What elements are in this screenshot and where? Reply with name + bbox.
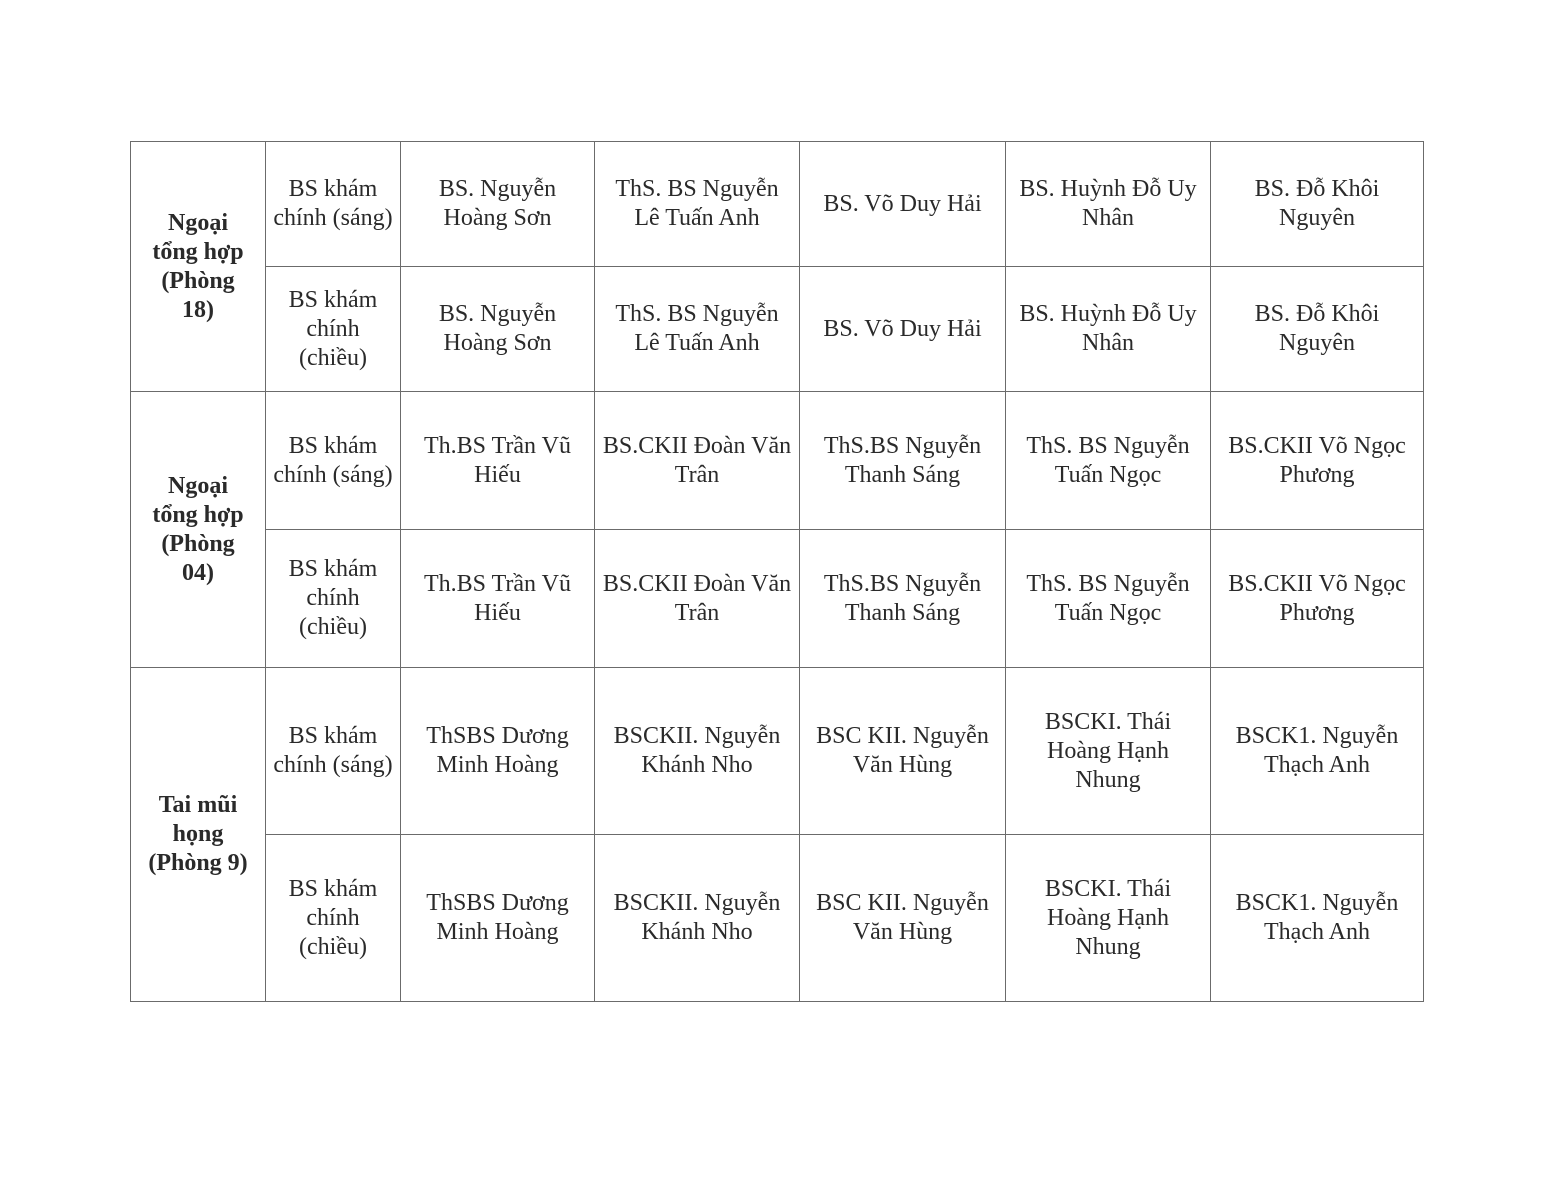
doctor-cell: ThS.BS Nguyễn Thanh Sáng (800, 530, 1006, 668)
table-row (131, 392, 1424, 530)
department-cell: Tai mũi họng (Phòng 9) (131, 668, 266, 1002)
doctor-cell: BS. Đỗ Khôi Nguyên (1211, 267, 1424, 392)
doctor-cell: ThS.BS Nguyễn Thanh Sáng (800, 392, 1006, 530)
doctor-cell: BSCKII. Nguyễn Khánh Nho (595, 835, 800, 1002)
doctor-schedule-table (130, 141, 1424, 1002)
doctor-cell: BS.CKII Võ Ngọc Phương (1211, 530, 1424, 668)
role-cell: BS khám chính (chiều) (266, 530, 401, 668)
role-cell: BS khám chính (chiều) (266, 267, 401, 392)
doctor-cell: ThSBS Dương Minh Hoàng (401, 668, 595, 835)
department-cell: Ngoại tổng hợp (Phòng 04) (131, 392, 266, 668)
doctor-cell: BS.CKII Đoàn Văn Trân (595, 530, 800, 668)
doctor-cell: BS. Võ Duy Hải (800, 142, 1006, 267)
doctor-cell: BSCK1. Nguyễn Thạch Anh (1211, 668, 1424, 835)
doctor-cell: ThS. BS Nguyễn Tuấn Ngọc (1006, 392, 1211, 530)
role-cell: BS khám chính (sáng) (266, 142, 401, 267)
doctor-cell: BS. Võ Duy Hải (800, 267, 1006, 392)
role-cell: BS khám chính (sáng) (266, 392, 401, 530)
doctor-cell: BSCK1. Nguyễn Thạch Anh (1211, 835, 1424, 1002)
doctor-cell: ThSBS Dương Minh Hoàng (401, 835, 595, 1002)
doctor-cell: Th.BS Trần Vũ Hiếu (401, 392, 595, 530)
table-row (131, 267, 1424, 392)
doctor-cell: BSC KII. Nguyễn Văn Hùng (800, 668, 1006, 835)
table-row (131, 530, 1424, 668)
doctor-cell: BSCKI. Thái Hoàng Hạnh Nhung (1006, 835, 1211, 1002)
doctor-cell: Th.BS Trần Vũ Hiếu (401, 530, 595, 668)
doctor-cell: BSC KII. Nguyễn Văn Hùng (800, 835, 1006, 1002)
table-row (131, 668, 1424, 835)
doctor-cell: ThS. BS Nguyễn Tuấn Ngọc (1006, 530, 1211, 668)
doctor-cell: BS. Nguyễn Hoàng Sơn (401, 267, 595, 392)
department-cell: Ngoại tổng hợp (Phòng 18) (131, 142, 266, 392)
doctor-cell: ThS. BS Nguyễn Lê Tuấn Anh (595, 142, 800, 267)
doctor-cell: ThS. BS Nguyễn Lê Tuấn Anh (595, 267, 800, 392)
doctor-cell: BSCKI. Thái Hoàng Hạnh Nhung (1006, 668, 1211, 835)
role-cell: BS khám chính (chiều) (266, 835, 401, 1002)
doctor-cell: BSCKII. Nguyễn Khánh Nho (595, 668, 800, 835)
doctor-cell: BS. Đỗ Khôi Nguyên (1211, 142, 1424, 267)
role-cell: BS khám chính (sáng) (266, 668, 401, 835)
doctor-cell: BS.CKII Đoàn Văn Trân (595, 392, 800, 530)
doctor-cell: BS. Nguyễn Hoàng Sơn (401, 142, 595, 267)
doctor-cell: BS. Huỳnh Đỗ Uy Nhân (1006, 142, 1211, 267)
table-row (131, 142, 1424, 267)
table-row (131, 835, 1424, 1002)
doctor-cell: BS. Huỳnh Đỗ Uy Nhân (1006, 267, 1211, 392)
doctor-cell: BS.CKII Võ Ngọc Phương (1211, 392, 1424, 530)
